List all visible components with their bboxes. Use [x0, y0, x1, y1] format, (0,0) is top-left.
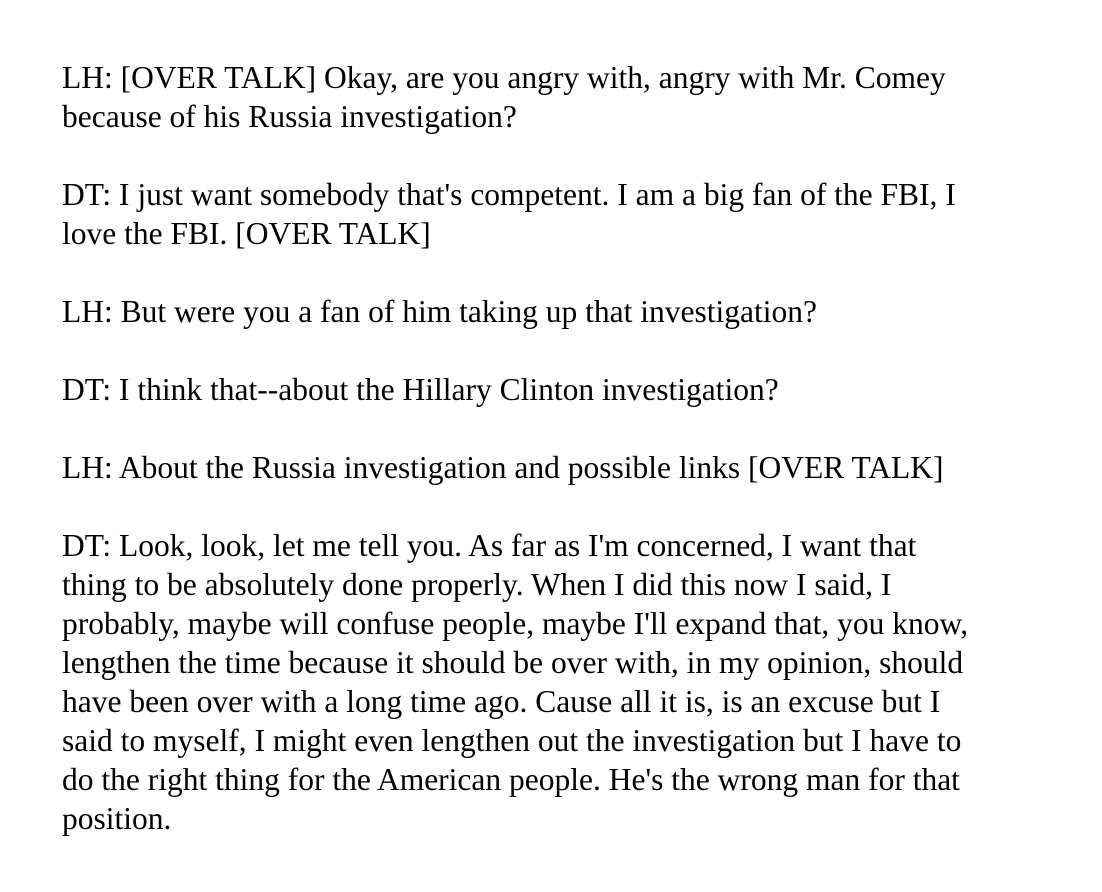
transcript-paragraph-lh-2	[62, 292, 1062, 331]
transcript-line: DT: I just want somebody that's competent. I am a big fan of the FBI, I	[62, 177, 956, 212]
transcript-line: thing to be absolutely done properly. When I did this now I said, I	[62, 567, 892, 602]
transcript-line: because of his Russia investigation?	[62, 99, 517, 134]
transcript-paragraph-dt-1	[62, 175, 1062, 253]
transcript-document	[62, 58, 1062, 877]
transcript-line: position.	[62, 801, 172, 836]
transcript-line: LH: But were you a fan of him taking up that investigation?	[62, 294, 817, 329]
transcript-line: LH: [OVER TALK] Okay, are you angry with, angry with Mr. Comey	[62, 60, 946, 95]
transcript-line: do the right thing for the American people. He's the wrong man for that	[62, 762, 960, 797]
transcript-line: said to myself, I might even lengthen out the investigation but I have to	[62, 723, 962, 758]
transcript-paragraph-dt-2	[62, 370, 1062, 409]
transcript-paragraph-lh-3	[62, 448, 1062, 487]
transcript-paragraph-lh-1	[62, 58, 1062, 136]
transcript-line: DT: Look, look, let me tell you. As far as I'm concerned, I want that	[62, 528, 917, 563]
transcript-paragraph-dt-3	[62, 526, 1062, 838]
transcript-line: LH: About the Russia investigation and possible links [OVER TALK]	[62, 450, 944, 485]
transcript-line: lengthen the time because it should be over with, in my opinion, should	[62, 645, 964, 680]
transcript-line: DT: I think that--about the Hillary Clinton investigation?	[62, 372, 779, 407]
transcript-line: have been over with a long time ago. Cause all it is, is an excuse but I	[62, 684, 941, 719]
transcript-line: love the FBI. [OVER TALK]	[62, 216, 431, 251]
transcript-line: probably, maybe will confuse people, maybe I'll expand that, you know,	[62, 606, 969, 641]
